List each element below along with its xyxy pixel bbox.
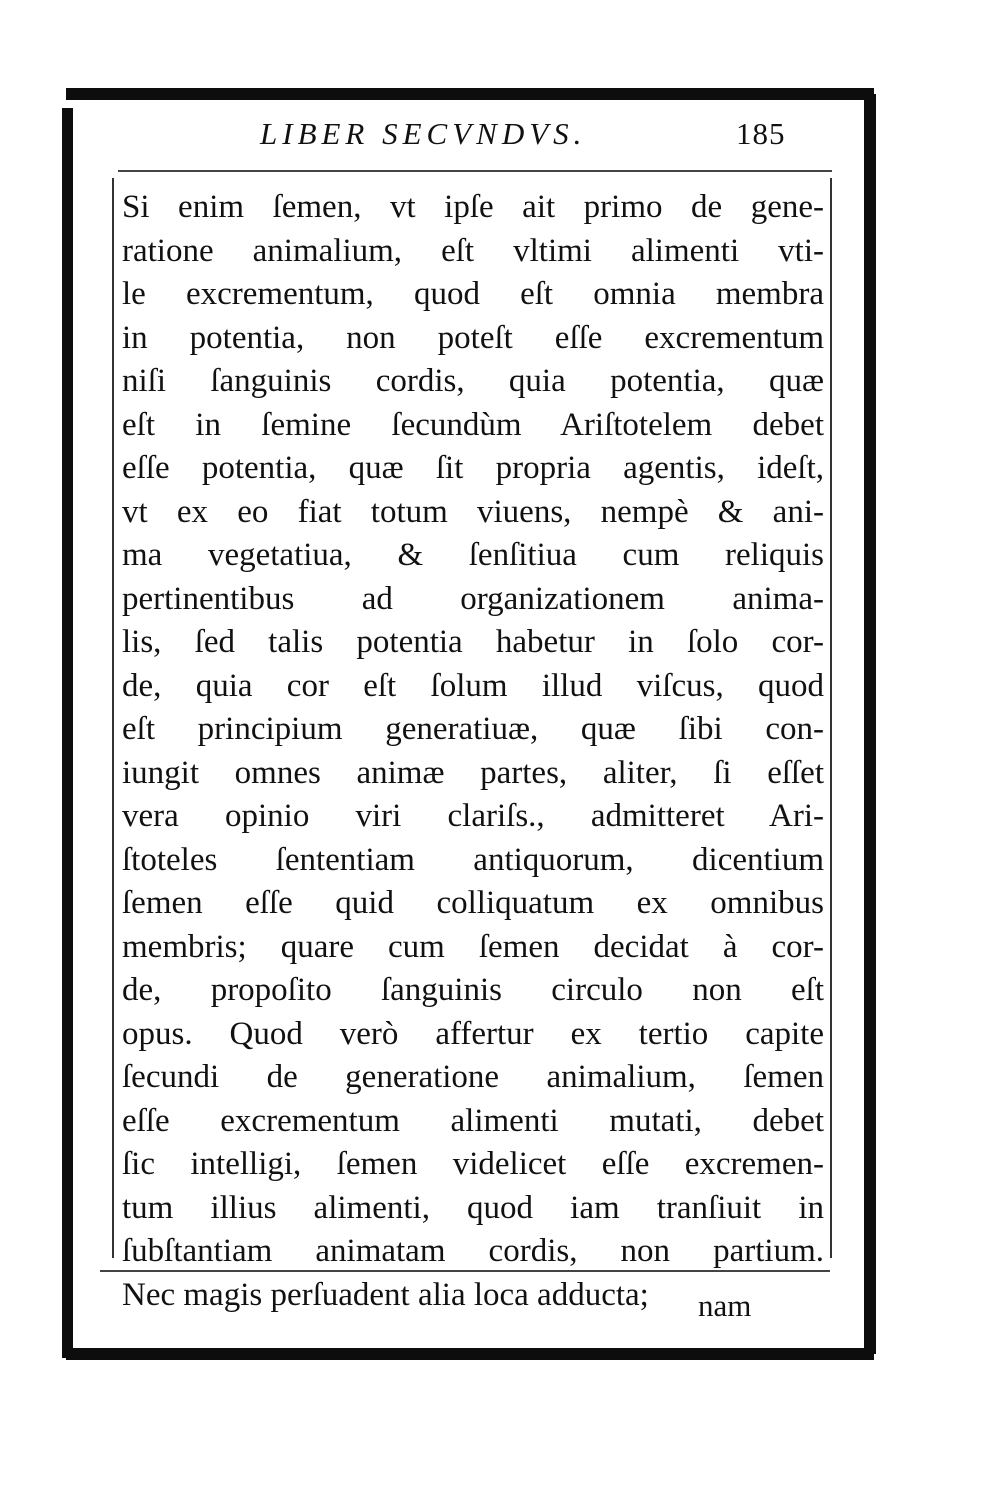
- text-line: iungit omnes animæ partes, aliter, ſi eſſet: [122, 754, 824, 791]
- text-line: de, quia cor eſt ſolum illud viſcus, quod: [122, 667, 824, 704]
- text-line: lis, ſed talis potentia habetur in ſolo cor-: [122, 624, 824, 660]
- text-line: opus. Quod verò affertur ex tertio capite: [122, 1015, 824, 1052]
- text-line: ſubſtantiam animatam cordis, non partium.: [122, 1233, 824, 1269]
- text-line: eſt principium generatiuæ, quæ ſibi con-: [122, 711, 824, 747]
- text-line: eſſe excrementum alimenti mutati, debet: [122, 1102, 824, 1139]
- text-line: vt ex eo fiat totum viuens, nempè & ani-: [122, 493, 824, 530]
- text-line: Nec magis perſuadent alia loca adducta;: [122, 1276, 649, 1313]
- text-line: Si enim ſemen, vt ipſe ait primo de gene-: [122, 189, 824, 225]
- text-line: niſi ſanguinis cordis, quia potentia, quæ: [122, 363, 824, 399]
- text-line: ſtoteles ſententiam antiquorum, dicentium: [122, 841, 824, 878]
- catchword: nam: [698, 1288, 752, 1323]
- text-block-top-rule: [118, 170, 832, 172]
- text-line: tum illius alimenti, quod iam tranſiuit in: [122, 1189, 824, 1226]
- text-block-right-rule: [830, 178, 832, 1258]
- running-head-title: LIBER SECVNDVS.: [260, 116, 587, 151]
- text-line: ſic intelligi, ſemen videlicet eſſe excremen-: [122, 1146, 824, 1182]
- text-line: de, propoſito ſanguinis circulo non eſt: [122, 972, 824, 1008]
- frame-top-border: [66, 88, 874, 100]
- text-line: ſemen eſſe quid colliquatum ex omnibus: [122, 885, 824, 921]
- text-line: ratione animalium, eſt vltimi alimenti vti-: [122, 232, 824, 269]
- text-line: eſſe potentia, quæ ſit propria agentis, ideſt,: [122, 450, 824, 486]
- text-line: pertinentibus ad organizationem anima-: [122, 580, 824, 617]
- frame-left-border: [62, 108, 73, 1358]
- text-line: membris; quare cum ſemen decidat à cor-: [122, 928, 824, 965]
- frame-right-border: [864, 94, 876, 1354]
- text-line: vera opinio viri clariſs., admitteret Ari-: [122, 798, 824, 834]
- page-number: 185: [736, 116, 786, 151]
- text-line: ma vegetatiua, & ſenſitiua cum reliquis: [122, 537, 824, 573]
- text-line: ſecundi de generatione animalium, ſemen: [122, 1059, 824, 1095]
- text-line: le excrementum, quod eſt omnia membra: [122, 276, 824, 312]
- frame-bottom-border: [66, 1348, 874, 1360]
- running-head: [230, 112, 800, 162]
- text-line: in potentia, non poteſt eſſe excrementum: [122, 319, 824, 356]
- body-text: [122, 186, 824, 1317]
- text-line: eſt in ſemine ſecundùm Ariſtotelem debet: [122, 406, 824, 443]
- text-block-left-rule: [112, 178, 114, 1258]
